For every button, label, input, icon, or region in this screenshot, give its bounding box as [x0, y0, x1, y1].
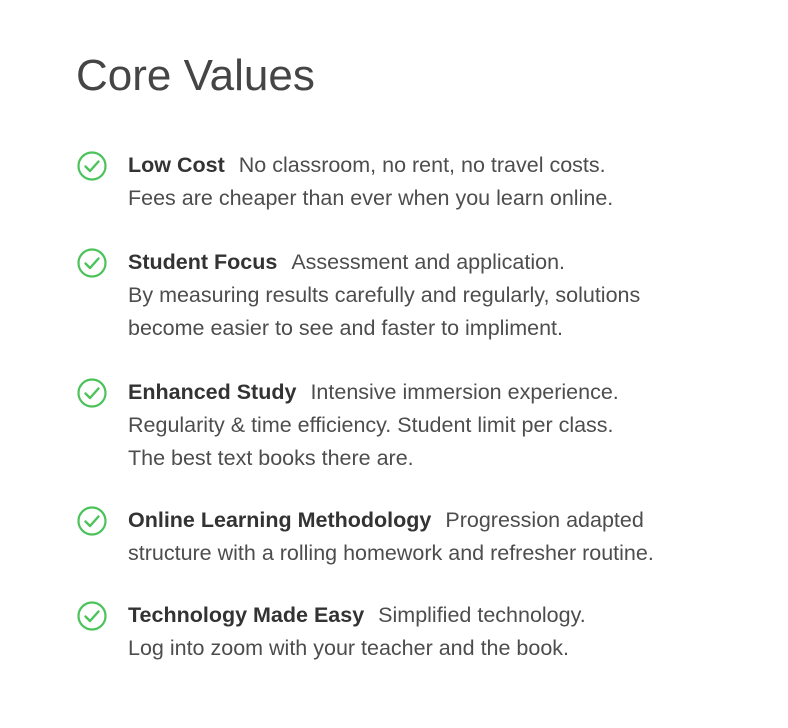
value-item-line: structure with a rolling homework and refresher routine.	[128, 541, 654, 565]
value-item-first-line	[128, 246, 768, 279]
value-item-heading: Online Learning Methodology	[128, 508, 432, 532]
value-item-first-line	[128, 149, 768, 182]
value-item-heading: Low Cost	[128, 153, 225, 177]
value-item-line: Regularity & time efficiency. Student limit per class.	[128, 413, 614, 437]
value-item-first-line	[128, 376, 768, 409]
check-circle-icon	[76, 377, 108, 409]
value-item-first-line	[128, 599, 768, 632]
value-item-text	[128, 246, 768, 345]
value-item-line: become easier to see and faster to impliment.	[128, 316, 563, 340]
check-circle-icon	[76, 150, 108, 182]
page-title: Core Values	[76, 51, 315, 100]
check-circle-icon	[76, 247, 108, 279]
value-item-text	[128, 149, 768, 215]
value-item-text	[128, 504, 768, 570]
value-item-first-line	[128, 504, 768, 537]
value-item-text	[128, 376, 768, 475]
value-item-line: Assessment and application.	[291, 250, 565, 274]
value-item-line: Log into zoom with your teacher and the book.	[128, 636, 570, 660]
value-item-line: Fees are cheaper than ever when you learn online.	[128, 186, 614, 210]
value-item-line: Simplified technology.	[378, 603, 586, 627]
value-item-heading: Technology Made Easy	[128, 603, 365, 627]
check-circle-icon	[76, 600, 108, 632]
value-item-line: Intensive immersion experience.	[310, 380, 619, 404]
value-item-line: By measuring results carefully and regularly, solutions	[128, 283, 641, 307]
value-item-heading: Enhanced Study	[128, 380, 297, 404]
check-circle-icon	[76, 505, 108, 537]
value-item-line: No classroom, no rent, no travel costs.	[238, 153, 606, 177]
value-item-line: The best text books there are.	[128, 446, 414, 470]
value-item-text	[128, 599, 768, 665]
value-item-heading: Student Focus	[128, 250, 278, 274]
value-item-line: Progression adapted	[445, 508, 644, 532]
